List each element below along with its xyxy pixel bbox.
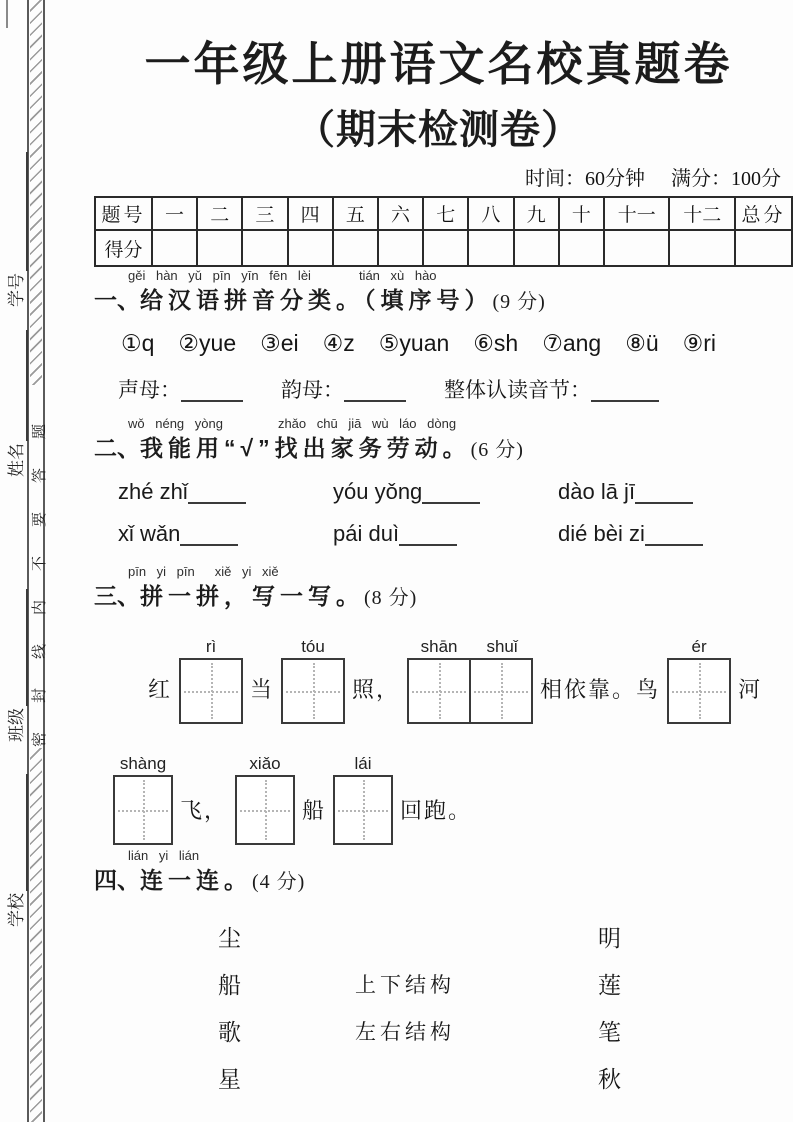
option-item: ⑧ü bbox=[625, 330, 659, 356]
seal-instruction-text: 密封线内不要答题 bbox=[32, 394, 48, 747]
score-cell-empty bbox=[468, 230, 513, 266]
writing-grid-box bbox=[333, 775, 393, 845]
score-table-cell: 九 bbox=[514, 197, 559, 230]
question-4-text: 连一连。 bbox=[140, 867, 252, 893]
check-blank bbox=[188, 480, 246, 504]
question-2-text: 我能用“√”找出家务劳动。 bbox=[140, 435, 471, 461]
housework-item bbox=[558, 521, 786, 547]
question-1-pinyin bbox=[128, 268, 786, 285]
answer-blank bbox=[181, 378, 243, 402]
option-item: ①q bbox=[121, 330, 155, 356]
writing-grid-box bbox=[281, 658, 345, 724]
match-item: 星 bbox=[218, 1067, 241, 1093]
score-cell-empty bbox=[333, 230, 378, 266]
sentence-text: 红 bbox=[148, 678, 173, 703]
grid-guide-horizontal bbox=[240, 810, 290, 812]
question-3-section bbox=[94, 564, 786, 845]
writing-grid-unit bbox=[179, 637, 243, 724]
answer-blank bbox=[344, 378, 406, 402]
exam-subtitle: （期末检测卷） bbox=[295, 107, 582, 152]
housework-item bbox=[333, 479, 558, 505]
grid-guide-horizontal bbox=[286, 691, 340, 693]
exam-info-line bbox=[525, 162, 781, 191]
field-class-label: 班级 bbox=[7, 708, 27, 742]
score-table-cell: 题号 bbox=[95, 197, 152, 230]
housework-item bbox=[333, 521, 558, 547]
match-column-middle bbox=[355, 913, 455, 1054]
score-table-cell: 八 bbox=[468, 197, 513, 230]
field-name-blank bbox=[3, 330, 28, 441]
pinyin-gap bbox=[223, 416, 278, 433]
question-1-pinyin-part2: tián xù hào bbox=[358, 268, 437, 283]
grid-guide-horizontal bbox=[672, 691, 726, 693]
match-category: 上下结构 bbox=[355, 972, 455, 997]
question-4-number: 四、 bbox=[94, 867, 140, 893]
grid-pinyin: xiǎo bbox=[249, 754, 281, 773]
field-school bbox=[5, 774, 28, 927]
question-3-pinyin-part1: pīn yi pīn bbox=[128, 564, 195, 579]
pinyin-gap bbox=[311, 268, 359, 285]
writing-grid-unit bbox=[471, 637, 533, 724]
score-cell-empty bbox=[669, 230, 735, 266]
writing-grid-pair bbox=[407, 637, 533, 724]
score-table-cell: 十一 bbox=[604, 197, 670, 230]
housework-item bbox=[558, 479, 786, 505]
field-class bbox=[5, 589, 28, 742]
field-name bbox=[5, 330, 28, 477]
answer-group-initials bbox=[118, 374, 243, 404]
writing-grid-box bbox=[667, 658, 731, 724]
housework-pinyin: dào lā jī bbox=[558, 479, 636, 504]
match-item: 船 bbox=[218, 973, 241, 999]
question-1-number: 一、 bbox=[94, 287, 140, 313]
writing-grid-box bbox=[179, 658, 243, 724]
question-2-score: (6 分) bbox=[470, 439, 524, 461]
question-2-number: 二、 bbox=[94, 435, 140, 461]
sentence-text: 船 bbox=[302, 799, 327, 824]
match-item: 尘 bbox=[218, 926, 241, 952]
exam-time: 时间：60分钟 bbox=[525, 168, 645, 190]
grid-pinyin: shān bbox=[420, 637, 458, 656]
housework-pinyin: dié bèi zi bbox=[558, 521, 645, 546]
question-3-score: (8 分) bbox=[364, 587, 418, 609]
sentence-text: 相依靠。鸟 bbox=[540, 678, 661, 703]
match-category: 左右结构 bbox=[355, 1019, 455, 1044]
grid-guide-horizontal bbox=[184, 691, 238, 693]
field-student-number-label: 学号 bbox=[7, 273, 27, 307]
question-3-heading bbox=[94, 581, 786, 611]
question-3-number: 三、 bbox=[94, 583, 140, 609]
pinyin-gap bbox=[195, 564, 215, 581]
check-blank bbox=[635, 480, 693, 504]
field-school-blank bbox=[3, 774, 28, 891]
sentence-text: 照， bbox=[352, 678, 401, 703]
field-student-number-blank bbox=[3, 152, 28, 271]
question-4-section bbox=[94, 848, 786, 1122]
writing-grid-unit bbox=[407, 637, 471, 724]
question-3-sentence-2 bbox=[113, 754, 786, 845]
option-item: ④z bbox=[322, 330, 355, 356]
option-item: ③ei bbox=[260, 330, 299, 356]
score-table-cell: 五 bbox=[333, 197, 378, 230]
score-cell-empty bbox=[735, 230, 792, 266]
writing-grid-unit bbox=[667, 637, 731, 724]
score-cell-empty bbox=[604, 230, 670, 266]
question-1-heading bbox=[94, 285, 786, 315]
match-item: 笔 bbox=[598, 1020, 621, 1046]
question-2-row-2 bbox=[118, 521, 786, 547]
match-item: 莲 bbox=[598, 973, 621, 999]
score-cell-empty bbox=[152, 230, 197, 266]
grid-pinyin: tóu bbox=[301, 637, 325, 656]
seal-hatch-bottom bbox=[30, 748, 42, 1122]
question-2-row-1 bbox=[118, 479, 786, 505]
writing-grid-box bbox=[469, 658, 533, 724]
match-column-right bbox=[598, 913, 621, 1101]
check-blank bbox=[422, 480, 480, 504]
score-cell-empty bbox=[242, 230, 287, 266]
grid-pinyin: shàng bbox=[119, 754, 167, 773]
grid-guide-horizontal bbox=[412, 691, 466, 693]
question-4-heading bbox=[94, 865, 786, 895]
option-item: ⑦ang bbox=[542, 330, 602, 356]
housework-pinyin: yóu yǒng bbox=[333, 479, 423, 504]
question-1-text: 给汉语拼音分类。（填序号） bbox=[140, 287, 493, 313]
question-1-options bbox=[121, 330, 786, 357]
match-column-left bbox=[218, 913, 241, 1101]
score-cell-empty bbox=[423, 230, 468, 266]
exam-title: 一年级上册语文名校真题卷 bbox=[144, 39, 733, 90]
question-2-pinyin-part2: zhǎo chū jiā wù láo dòng bbox=[277, 416, 457, 431]
writing-grid-unit bbox=[235, 754, 295, 845]
writing-grid-box bbox=[113, 775, 173, 845]
matching-area bbox=[94, 913, 786, 1122]
match-item: 歌 bbox=[218, 1020, 241, 1046]
grid-guide-horizontal bbox=[338, 810, 388, 812]
writing-grid-box bbox=[407, 658, 471, 724]
score-cell-empty bbox=[514, 230, 559, 266]
finals-label: 韵母： bbox=[281, 378, 344, 402]
question-4-pinyin bbox=[128, 848, 786, 865]
question-1-pinyin-part1: gěi hàn yǔ pīn yīn fēn lèi bbox=[128, 268, 311, 283]
score-table-cell: 三 bbox=[242, 197, 287, 230]
score-table bbox=[94, 196, 793, 267]
field-class-blank bbox=[3, 589, 28, 706]
housework-pinyin: zhé zhǐ bbox=[118, 479, 188, 504]
score-table-score-row bbox=[95, 230, 792, 266]
question-4-score: (4 分) bbox=[252, 871, 306, 893]
score-table-cell: 十二 bbox=[669, 197, 735, 230]
exam-full-score: 满分：100分 bbox=[671, 168, 781, 190]
score-table-cell: 总分 bbox=[735, 197, 792, 230]
option-item: ⑨ri bbox=[682, 330, 717, 356]
match-item: 明 bbox=[598, 926, 621, 952]
field-student-number bbox=[5, 152, 28, 307]
housework-pinyin: xǐ wǎn bbox=[118, 521, 181, 546]
initials-label: 声母： bbox=[118, 378, 181, 402]
score-cell-empty bbox=[559, 230, 604, 266]
grid-pinyin: lái bbox=[354, 754, 372, 773]
score-cell-empty bbox=[288, 230, 333, 266]
score-table-cell: 七 bbox=[423, 197, 468, 230]
answer-group-syllables bbox=[444, 374, 659, 404]
question-4-pinyin-part1: lián yi lián bbox=[128, 848, 200, 863]
question-2-section bbox=[94, 416, 786, 547]
question-1-answer-line bbox=[118, 374, 786, 404]
answer-group-finals bbox=[281, 374, 406, 404]
writing-grid-unit bbox=[113, 754, 173, 845]
option-item: ⑤yuan bbox=[378, 330, 450, 356]
score-table-cell: 六 bbox=[378, 197, 423, 230]
sentence-text: 河 bbox=[738, 678, 763, 703]
housework-item bbox=[118, 521, 333, 547]
housework-pinyin: pái duì bbox=[333, 521, 400, 546]
question-2-pinyin-part1: wǒ néng yòng bbox=[128, 416, 223, 431]
question-3-text: 拼一拼，写一写。 bbox=[140, 583, 364, 609]
answer-blank bbox=[591, 378, 659, 402]
option-item: ⑥sh bbox=[473, 330, 519, 356]
grid-guide-horizontal bbox=[118, 810, 168, 812]
grid-pinyin: ér bbox=[691, 637, 707, 656]
score-cell-empty bbox=[378, 230, 423, 266]
housework-item bbox=[118, 479, 333, 505]
field-name-label: 姓名 bbox=[7, 443, 27, 477]
score-table-cell: 十 bbox=[559, 197, 604, 230]
score-cell-empty bbox=[197, 230, 242, 266]
field-school-label: 学校 bbox=[7, 893, 27, 927]
check-blank bbox=[399, 522, 457, 546]
writing-grid-unit bbox=[281, 637, 345, 724]
score-table-header-row bbox=[95, 197, 792, 230]
match-item: 秋 bbox=[598, 1067, 621, 1093]
grid-pinyin: shuǐ bbox=[486, 637, 518, 656]
question-3-pinyin bbox=[128, 564, 786, 581]
sentence-text: 回跑。 bbox=[400, 799, 473, 824]
question-2-heading bbox=[94, 433, 786, 463]
grid-pinyin: rì bbox=[205, 637, 217, 656]
question-3-sentence-1 bbox=[148, 637, 786, 724]
seal-hatch-top bbox=[30, 0, 42, 385]
writing-grid-unit bbox=[333, 754, 393, 845]
check-blank bbox=[180, 522, 238, 546]
syllables-label: 整体认读音节： bbox=[444, 378, 591, 402]
grid-guide-horizontal bbox=[474, 691, 528, 693]
sentence-text: 飞， bbox=[180, 799, 229, 824]
option-item: ②yue bbox=[178, 330, 237, 356]
question-3-pinyin-part2: xiě yi xiě bbox=[214, 564, 279, 579]
check-blank bbox=[645, 522, 703, 546]
score-table-cell: 二 bbox=[197, 197, 242, 230]
question-2-pinyin bbox=[128, 416, 786, 433]
sentence-text: 当 bbox=[250, 678, 275, 703]
question-1-score: (9 分) bbox=[492, 291, 546, 313]
score-row-label: 得分 bbox=[95, 230, 152, 266]
margin-stub-line bbox=[6, 0, 8, 28]
score-table-cell: 一 bbox=[152, 197, 197, 230]
question-1-section bbox=[94, 268, 786, 404]
score-table-cell: 四 bbox=[288, 197, 333, 230]
writing-grid-box bbox=[235, 775, 295, 845]
